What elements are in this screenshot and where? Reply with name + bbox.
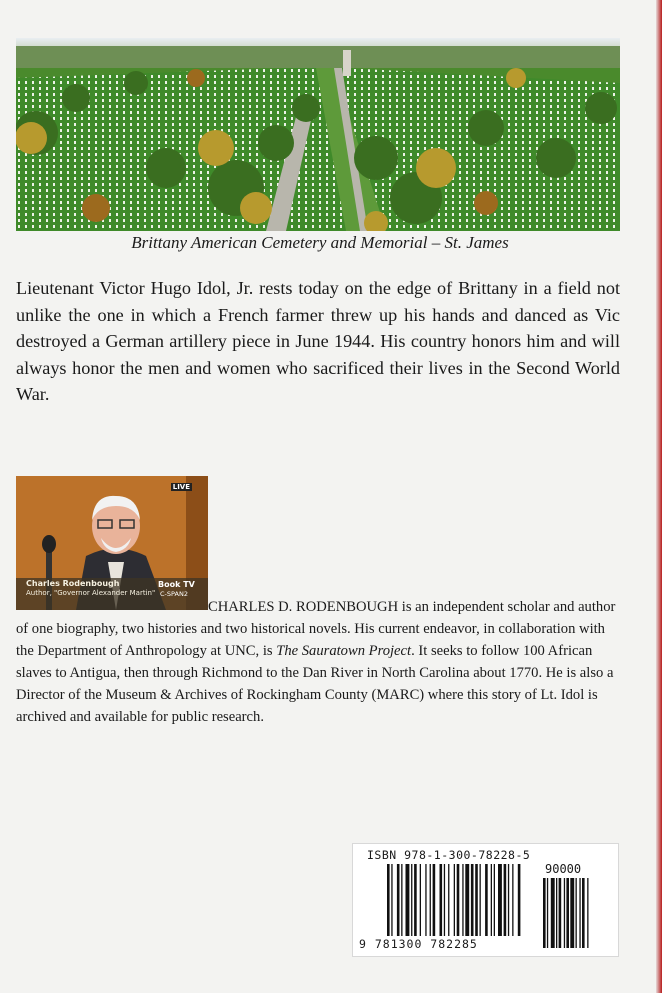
barcode-bar	[425, 864, 426, 936]
addon-bar	[564, 878, 565, 948]
barcode-bar	[518, 864, 521, 936]
barcode-bar	[457, 864, 460, 936]
barcode-bar	[454, 864, 455, 936]
barcode-bar	[475, 864, 478, 936]
barcode-bar	[420, 864, 421, 936]
addon-bar	[566, 878, 569, 948]
photo-caption: Brittany American Cemetery and Memorial – St. James	[131, 233, 509, 252]
addon-price: 90000	[545, 862, 582, 876]
barcode-bar	[440, 864, 443, 936]
barcode-bar	[444, 864, 445, 936]
addon-bar	[551, 878, 555, 948]
barcode-bar	[465, 864, 469, 936]
isbn-label: ISBN 978-1-300-78228-5	[367, 848, 531, 862]
project-title: The Sauratown Project	[276, 643, 412, 659]
barcode-bar	[430, 864, 431, 936]
cover-edge-red	[656, 0, 662, 993]
barcode-bar	[414, 864, 417, 936]
memorial-paragraph: Lieutenant Victor Hugo Idol, Jr. rests today on the edge of Brittany in a field not unlike the one in which a French farmer threw up his hands and danced as Vic destroyed a German artillery piece in June 1944. His country honors him and will always honor the men and women who sacrificed their lives in the Second World War.	[16, 278, 620, 404]
author-bio	[16, 596, 620, 728]
barcode-bar	[411, 864, 412, 936]
barcode-bar	[401, 864, 402, 936]
addon-bar	[547, 878, 548, 948]
cemetery-aerial-photo	[16, 38, 620, 231]
addon-bar	[587, 878, 588, 948]
addon-bar	[570, 878, 574, 948]
bio-text-1: CHARLES D. RODENBOUGH is an independent scholar and author of one biography, two histories and two historical novels. His current endeavor, in collaboration with the Department of Anthropology at UNC, is	[16, 599, 616, 659]
addon-bar	[556, 878, 557, 948]
ean-digits: 9 781300 782285	[359, 937, 478, 951]
bio-text-2: . It seeks to follow 100 African slaves to Antigua, then through Richmond to the Dan River in North Carolina about 1770. He is also a Director of the Museum & Archives of Rockingham County (MARC) where this story of Lt. Idol is archived and available for public research.	[16, 643, 614, 725]
author-portrait	[16, 476, 208, 610]
addon-bar	[579, 878, 580, 948]
addon-bar	[543, 878, 546, 948]
live-badge: LIVE	[172, 483, 190, 491]
network-logo: Book TV	[158, 580, 195, 589]
barcode-bar	[491, 864, 492, 936]
barcode-bar	[462, 864, 463, 936]
lower-third-title: Author, "Governor Alexander Martin"	[26, 589, 156, 597]
barcode-bar	[397, 864, 400, 936]
barcode-bar	[448, 864, 449, 936]
addon-bar	[559, 878, 562, 948]
barcode-bar	[387, 864, 390, 936]
barcode-bar	[471, 864, 474, 936]
barcode-bar	[494, 864, 495, 936]
barcode-bar	[391, 864, 392, 936]
barcode-bar	[480, 864, 481, 936]
isbn-barcode	[352, 843, 619, 957]
channel-logo: C-SPAN2	[160, 590, 188, 598]
barcode-bar	[485, 864, 488, 936]
addon-bar	[582, 878, 585, 948]
lower-third-name: Charles Rodenbough	[26, 579, 120, 588]
barcode-bar	[498, 864, 502, 936]
barcode-bar	[512, 864, 513, 936]
barcode-bar	[433, 864, 436, 936]
addon-bar	[576, 878, 577, 948]
barcode-bar	[504, 864, 507, 936]
barcode-bar	[406, 864, 410, 936]
barcode-bar	[508, 864, 509, 936]
